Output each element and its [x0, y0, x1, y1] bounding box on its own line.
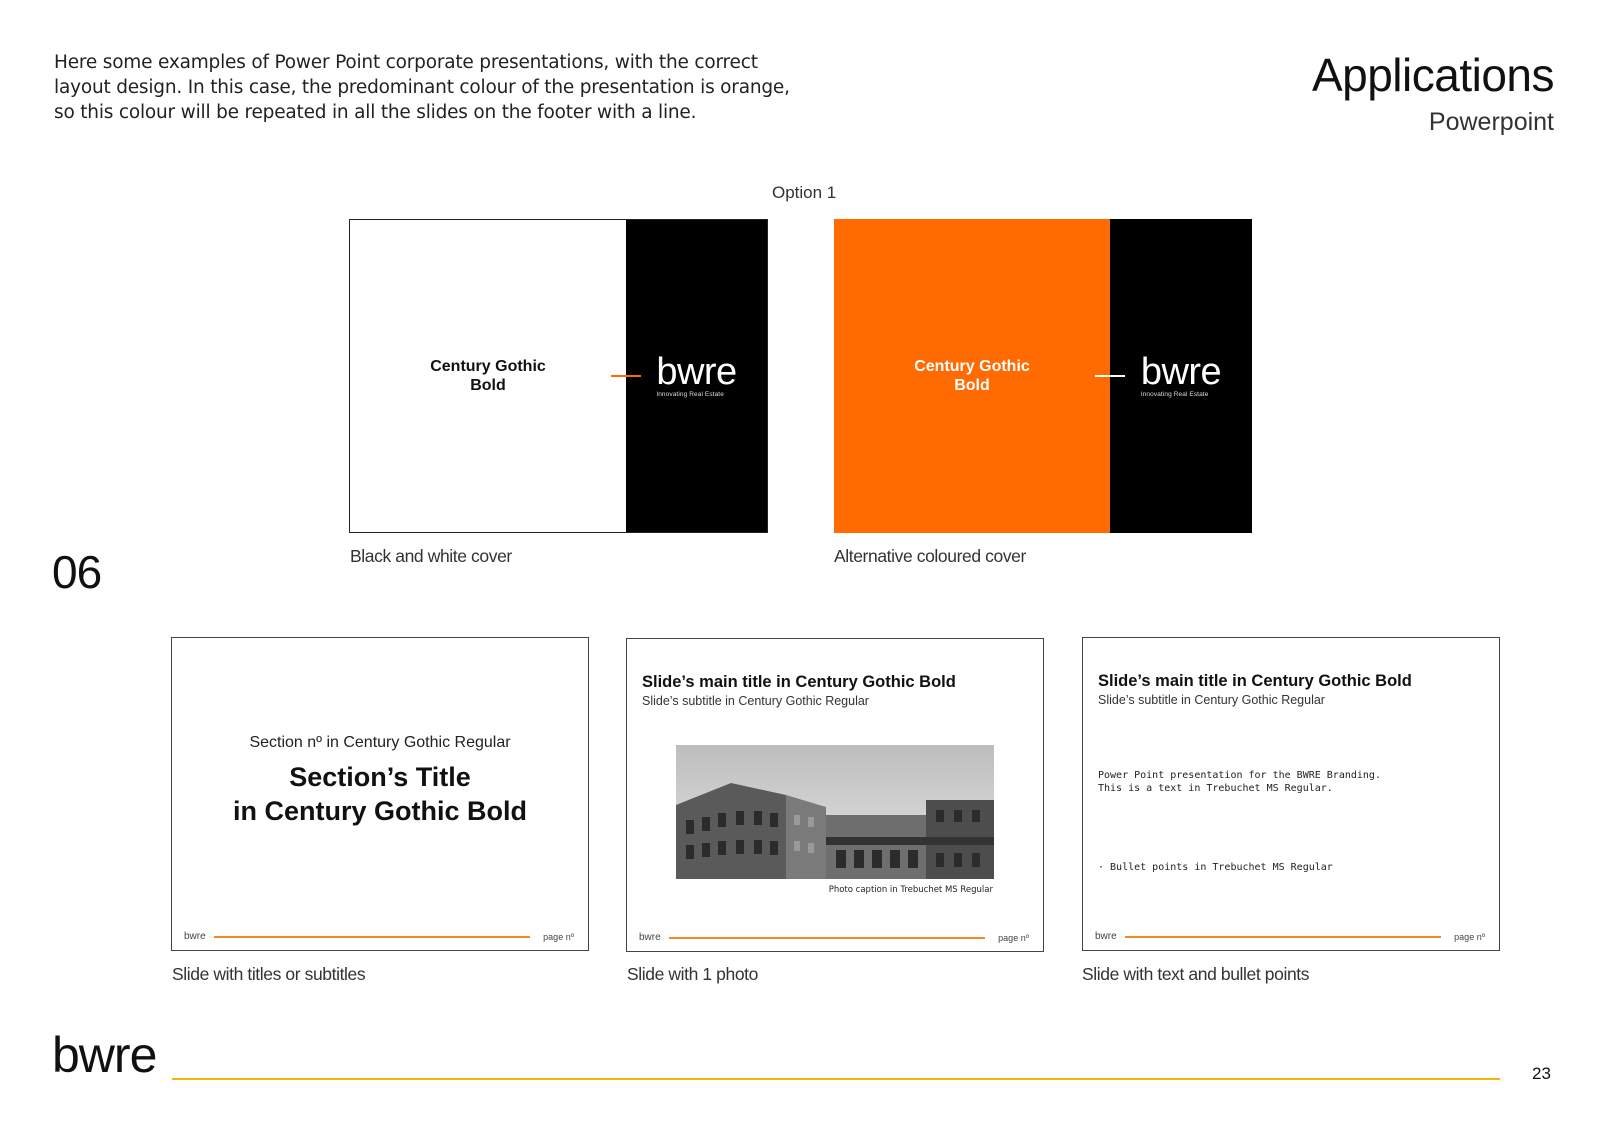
- slide-footer-line: [1125, 936, 1441, 938]
- slide-caption: Slide with 1 photo: [627, 964, 758, 984]
- intro-paragraph: Here some examples of Power Point corporate presentations, with the correct layout design. In this case, the predominant colour of the presentation is orange, so this colour will be repeated in all the slides on the footer with a line.: [54, 52, 790, 123]
- photo-caption: Photo caption in Trebuchet MS Regular: [828, 885, 993, 895]
- slide-caption: Slide with titles or subtitles: [172, 964, 366, 984]
- slide-footer-page: page nº: [543, 932, 574, 942]
- logo-word: bwre: [656, 351, 737, 393]
- cover-dash: [611, 375, 641, 377]
- bwre-logo: [1140, 351, 1222, 398]
- slide-body-text: [1098, 769, 1381, 795]
- page-subtitle: Powerpoint: [1428, 108, 1554, 136]
- slide-caption: Slide with text and bullet points: [1082, 964, 1310, 984]
- slide-section-title: [171, 637, 589, 951]
- footer-line: [172, 1078, 1500, 1080]
- slide-header: [642, 673, 956, 708]
- bwre-logo: [656, 351, 737, 398]
- cover-title: [914, 357, 1030, 395]
- slide-footer-page: page nº: [1454, 932, 1485, 942]
- body-line: Power Point presentation for the BWRE Branding.: [1098, 770, 1381, 781]
- logo-tagline: Innovating Real Estate: [1140, 391, 1209, 398]
- slide-title: Slide’s main title in Century Gothic Bold: [1098, 672, 1412, 690]
- cover-title-line2: Bold: [954, 377, 990, 394]
- slide-footer-page: page nº: [998, 933, 1029, 943]
- logo-tagline: Innovating Real Estate: [656, 391, 724, 398]
- section-title: [172, 760, 588, 828]
- slide-title: Slide’s main title in Century Gothic Bold: [642, 673, 956, 691]
- slide-footer-line: [214, 936, 530, 938]
- cover-left-panel: [834, 219, 1110, 533]
- section-title-line2: in Century Gothic Bold: [233, 796, 527, 826]
- slide-photo: [626, 638, 1044, 952]
- cover-caption: Black and white cover: [350, 546, 512, 566]
- slide-header: [1098, 672, 1412, 707]
- section-title-line1: Section’s Title: [289, 762, 471, 792]
- cover-left-panel: [350, 220, 626, 532]
- slide-footer-logo: bwre: [184, 931, 206, 942]
- cover-right-panel: [626, 220, 767, 532]
- cover-dash: [1095, 375, 1125, 377]
- cover-title-line2: Bold: [470, 377, 506, 394]
- cover-caption: Alternative coloured cover: [834, 546, 1026, 566]
- cover-title: [430, 357, 546, 395]
- page-title: Applications: [1311, 49, 1554, 101]
- option-label: Option 1: [772, 183, 837, 202]
- slide-text-bullets: [1082, 637, 1500, 951]
- slide-footer-line: [669, 937, 985, 939]
- page-number: 23: [1532, 1064, 1551, 1083]
- slide-footer-logo: bwre: [639, 932, 661, 943]
- cover-black-white: [349, 219, 768, 533]
- cover-coloured: [834, 219, 1252, 533]
- body-line: This is a text in Trebuchet MS Regular.: [1098, 783, 1333, 794]
- footer-bwre-logo: bwre: [52, 1027, 157, 1083]
- slide-subtitle: Slide’s subtitle in Century Gothic Regular: [1098, 693, 1325, 707]
- section-number: 06: [52, 546, 102, 598]
- cover-title-line1: Century Gothic: [430, 358, 546, 375]
- cover-right-panel: [1110, 219, 1252, 533]
- building-photo: [676, 745, 994, 879]
- slide-footer-logo: bwre: [1095, 931, 1117, 942]
- slide-subtitle: Slide’s subtitle in Century Gothic Regular: [642, 694, 869, 708]
- logo-word: bwre: [1140, 351, 1222, 393]
- section-subtitle: Section nº in Century Gothic Regular: [249, 734, 511, 751]
- bullet-point: · Bullet points in Trebuchet MS Regular: [1098, 862, 1333, 873]
- cover-title-line1: Century Gothic: [914, 358, 1030, 375]
